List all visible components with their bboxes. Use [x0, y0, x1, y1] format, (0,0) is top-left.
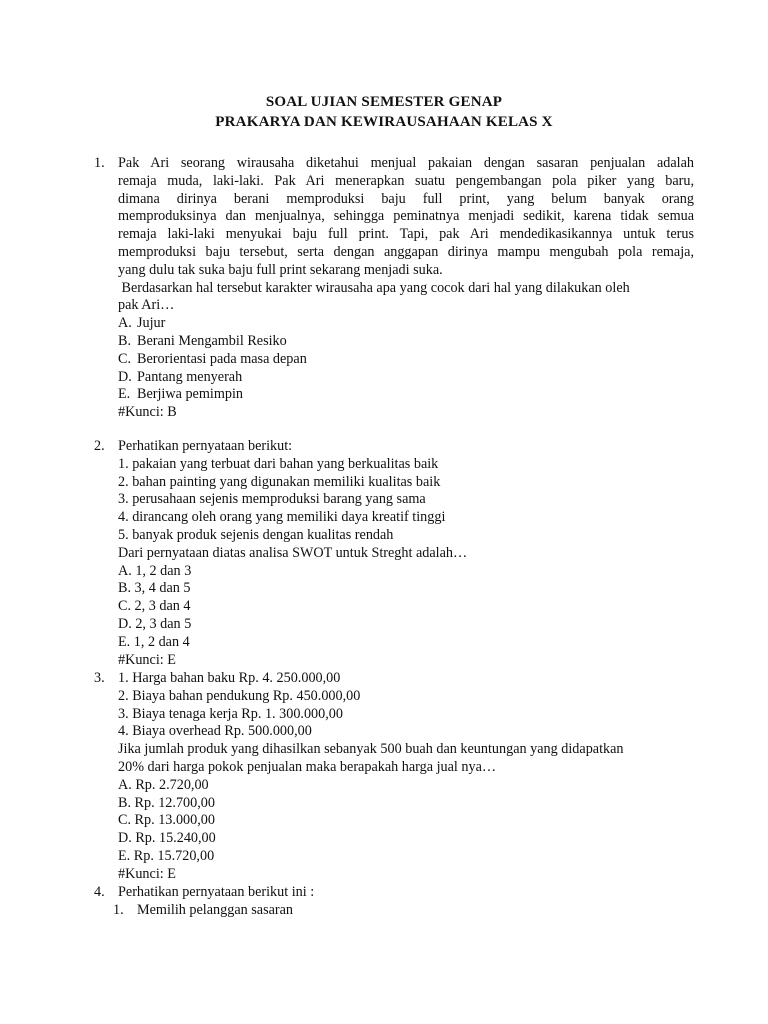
answer-option-d: D. Rp. 15.240,00 [118, 830, 216, 847]
question-paragraph [118, 155, 694, 280]
question-text: Berdasarkan hal tersebut karakter wirausaha apa yang cocok dari hal yang dilakukan oleh [118, 279, 630, 296]
question-number: 3. [94, 670, 105, 686]
answer-key: #Kunci: B [118, 404, 177, 421]
question-text: pak Ari… [118, 297, 175, 314]
question-intro: Perhatikan pernyataan berikut: [118, 438, 293, 454]
question-text: Jika jumlah produk yang dihasilkan sebanyak 500 buah dan keuntungan yang didapatkan [118, 741, 624, 758]
cost-item: 3. Biaya tenaga kerja Rp. 1. 300.000,00 [118, 705, 343, 722]
question-4 [94, 884, 694, 902]
answer-option-b: B. Rp. 12.700,00 [118, 794, 215, 811]
answer-option-c: C. Rp. 13.000,00 [118, 812, 215, 829]
answer-option-b: B. Berani Mengambil Resiko [118, 332, 287, 349]
answer-option-d: D. 2, 3 dan 5 [118, 615, 192, 632]
question-number: 4. [94, 884, 105, 900]
paragraph-line: Pak Ari seorang wirausaha diketahui menjual pakaian dengan sasaran penjualan adalah [118, 155, 694, 171]
statement-item: 2. bahan painting yang digunakan memiliki kualitas baik [118, 473, 441, 490]
answer-option-e: E. Rp. 15.720,00 [118, 847, 215, 864]
paragraph-line: yang dulu tak suka baju full print sekarang menjadi suka. [118, 261, 443, 278]
question-intro: Perhatikan pernyataan berikut ini : [118, 884, 315, 900]
question-2 [94, 438, 694, 669]
paragraph-line: remaja muda, laki-laki. Pak Ari menerapkan suatu pengembangan pola piker yang baru, [118, 172, 694, 189]
question-number: 1. [94, 155, 105, 171]
answer-option-d: D. Pantang menyerah [118, 368, 243, 385]
document-subtitle: PRAKARYA DAN KEWIRAUSAHAAN KELAS X [215, 114, 553, 130]
question-1 [94, 155, 694, 422]
question-text: Dari pernyataan diatas analisa SWOT untuk Streght adalah… [118, 544, 468, 561]
answer-option-a: A. 1, 2 dan 3 [118, 562, 192, 579]
answer-option-c: C. Berorientasi pada masa depan [118, 350, 307, 367]
answer-option-e: E. Berjiwa pemimpin [118, 386, 243, 403]
answer-key: #Kunci: E [118, 651, 176, 668]
sub-item-number: 1. [113, 902, 124, 918]
answer-option-e: E. 1, 2 dan 4 [118, 633, 190, 650]
answer-option-c: C. 2, 3 dan 4 [118, 598, 191, 615]
cost-item: 4. Biaya overhead Rp. 500.000,00 [118, 723, 312, 740]
sub-item-text: Memilih pelanggan sasaran [137, 902, 294, 918]
statement-item: 5. banyak produk sejenis dengan kualitas rendah [118, 526, 394, 543]
statement-item: 3. perusahaan sejenis memproduksi barang yang sama [118, 491, 426, 508]
question-text: 20% dari harga pokok penjualan maka berapakah harga jual nya… [118, 758, 497, 775]
paragraph-line: memproduksinya dan menjualnya, sehingga peminatnya menjadi sedikit, karena tidak semua [118, 208, 694, 225]
paragraph-line: memproduksi baju tersebut, serta dengan anggapan dirinya mampu mengubah pola remaja, [118, 243, 694, 260]
statement-item: 1. pakaian yang terbuat dari bahan yang berkualitas baik [118, 455, 439, 472]
question-number: 2. [94, 438, 105, 454]
document-title: SOAL UJIAN SEMESTER GENAP [265, 94, 503, 110]
cost-item: 2. Biaya bahan pendukung Rp. 450.000,00 [118, 687, 361, 704]
answer-option-b: B. 3, 4 dan 5 [118, 580, 191, 597]
paragraph-line: remaja laki-laki menyukai baju full print. Tapi, pak Ari mendedikasikannya untuk terus [118, 226, 694, 243]
answer-key: #Kunci: E [118, 865, 176, 882]
cost-item: 1. Harga bahan baku Rp. 4. 250.000,00 [118, 670, 341, 686]
paragraph-line: dimana dirinya berani memproduksi baju full print, yang belum banyak orang [118, 190, 694, 207]
question-3 [94, 670, 694, 884]
statement-item: 4. dirancang oleh orang yang memiliki daya kreatif tinggi [118, 509, 446, 526]
answer-option-a: A. Jujur [118, 315, 166, 332]
answer-option-a: A. Rp. 2.720,00 [118, 776, 209, 793]
